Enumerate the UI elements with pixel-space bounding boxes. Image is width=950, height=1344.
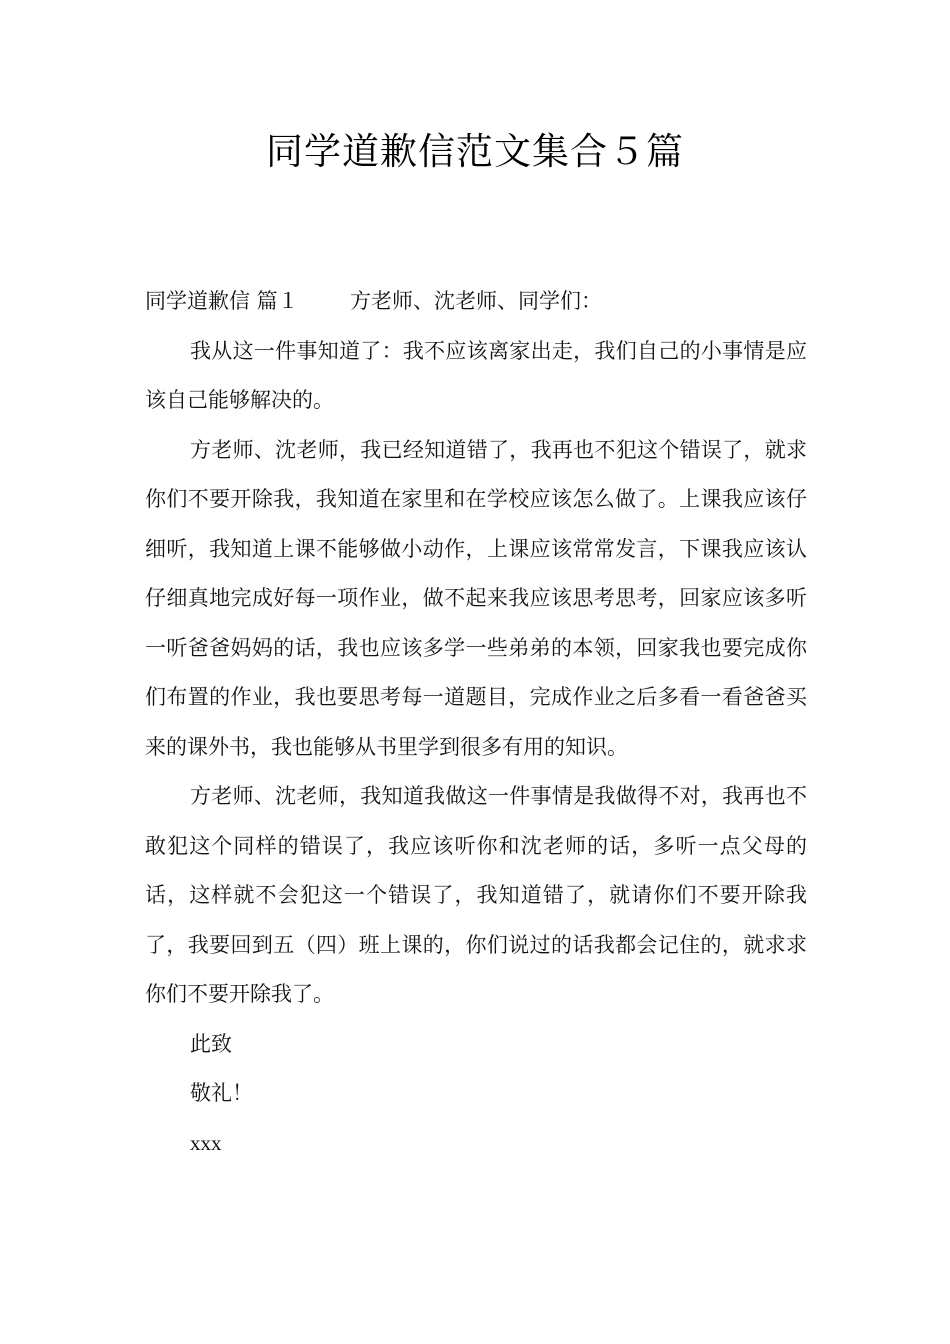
paragraph-2: 方老师、沈老师，我已经知道错了，我再也不犯这个错误了，就求你们不要开除我，我知道在家里和在学校应该怎么做了。上课我应该仔细听，我知道上课不能够做小动作，上课应该常常发言，下课我应该认仔细真地完成好每一项作业，做不起来我应该思考思考，回家应该多听一听爸爸妈妈的话，我也应该多学一些弟弟的本领，回家我也要完成你们布置的作业，我也要思考每一道题目，完成作业之后多看一看爸爸买来的课外书，我也能够从书里学到很多有用的知识。: [145, 437, 807, 759]
paragraph-1: 我从这一件事知道了：我不应该离家出走，我们自己的小事情是应该自己能够解决的。: [145, 338, 807, 412]
document-body: [145, 277, 807, 1168]
closing-line-1: 此致: [190, 1031, 232, 1056]
signature: xxx: [190, 1130, 222, 1155]
paragraph-3: 方老师、沈老师，我知道我做这一件事情是我做得不对，我再也不敢犯这个同样的错误了，我应该听你和沈老师的话，多听一点父母的话，这样就不会犯这一个错误了，我知道错了，就请你们不要开除我了，我要回到五（四）班上课的，你们说过的话我都会记住的，就求求你们不要开除我了。: [145, 784, 807, 1006]
closing-line-2: 敬礼！: [190, 1081, 253, 1105]
section-heading: 同学道歉信 篇１: [145, 289, 299, 313]
heading-and-salutation-line: [145, 277, 807, 327]
document-title: 同学道歉信范文集合５篇: [266, 130, 684, 173]
salutation: 方老师、沈老师、同学们：: [350, 289, 602, 313]
